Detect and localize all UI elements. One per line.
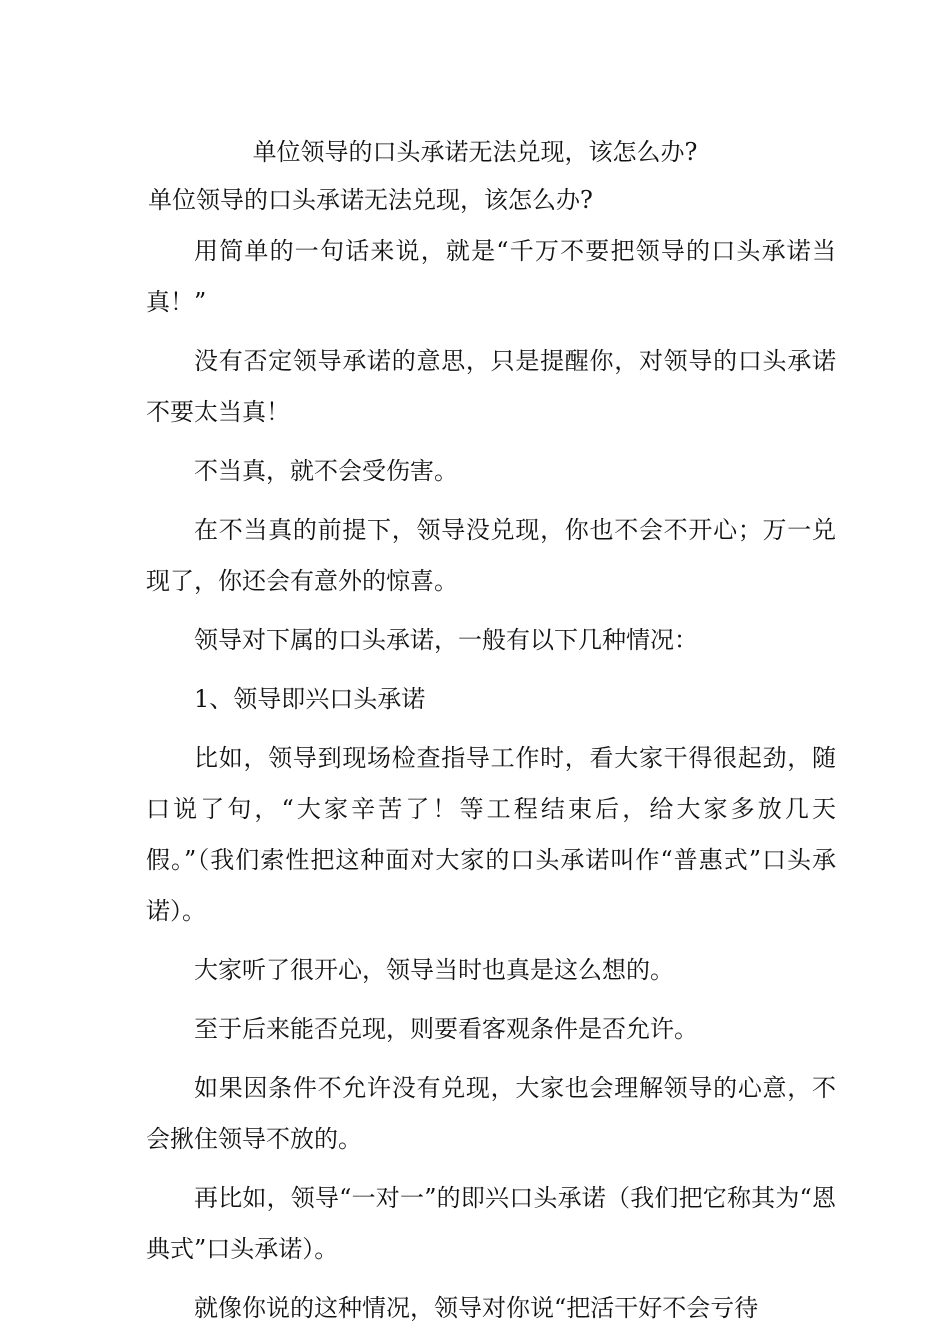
- paragraph: 就像你说的这种情况，领导对你说“把活干好不会亏待: [194, 1294, 759, 1322]
- paragraph: 再比如，领导“一对一”的即兴口头承诺（我们把它称其为“恩典式”口头承诺）。: [146, 1184, 836, 1263]
- paragraph: 没有否定领导承诺的意思，只是提醒你，对领导的口头承诺不要太当真！: [146, 347, 836, 426]
- paragraph: 至于后来能否兑现，则要看客观条件是否允许。: [194, 1015, 698, 1043]
- paragraph: 如果因条件不允许没有兑现，大家也会理解领导的心意，不会揪住领导不放的。: [146, 1074, 836, 1153]
- paragraph: 不当真，就不会受伤害。: [194, 457, 458, 485]
- document-body: [146, 226, 836, 1342]
- paragraph: 用简单的一句话来说，就是“千万不要把领导的口头承诺当真！”: [146, 237, 836, 316]
- paragraph: 领导对下属的口头承诺，一般有以下几种情况：: [194, 626, 698, 654]
- paragraph: 在不当真的前提下，领导没兑现，你也不会不开心；万一兑现了，你还会有意外的惊喜。: [146, 516, 836, 595]
- paragraph: 大家听了很开心，领导当时也真是这么想的。: [194, 956, 674, 984]
- section-heading: 1、领导即兴口头承诺: [194, 685, 426, 713]
- document-title: 单位领导的口头承诺无法兑现，该怎么办?: [252, 138, 698, 166]
- document-subtitle: 单位领导的口头承诺无法兑现，该怎么办?: [148, 186, 593, 214]
- paragraph: 比如，领导到现场检查指导工作时，看大家干得很起劲，随口说了句，“大家辛苦了！等工程结束后，给大家多放几天假。”（我们索性把这种面对大家的口头承诺叫作“普惠式”口头承诺）。: [146, 744, 836, 925]
